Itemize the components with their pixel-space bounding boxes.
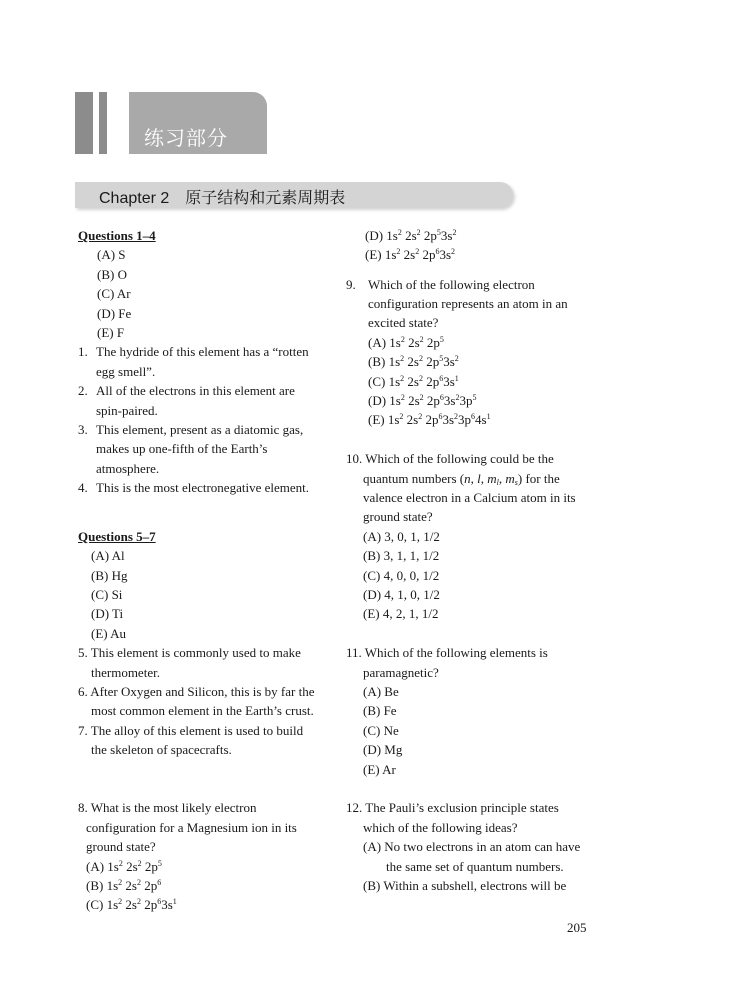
questions-1-4-heading: Questions 1–4 xyxy=(78,228,156,243)
right-column xyxy=(346,226,636,895)
left-column xyxy=(78,226,328,915)
choice-11-e: (E) Ar xyxy=(363,761,396,777)
page-number: 205 xyxy=(567,920,587,935)
question-text: egg smell”. xyxy=(96,363,156,379)
section-title: 练习部分 xyxy=(144,126,228,150)
choice-1-4-d: (D) Fe xyxy=(97,305,132,321)
question-8-line2: configuration for a Magnesium ion in its xyxy=(86,819,297,835)
choice-9-d: (D) $1s^2$ $2s^2$ $2p^63s^23p^5$ xyxy=(368,392,477,408)
choice-1-4-a: (A) S xyxy=(97,247,126,263)
question-8-line3: ground state? xyxy=(86,839,156,855)
question-8-line1: 8. What is the most likely electron xyxy=(78,800,257,816)
choice-1-4-b: (B) O xyxy=(97,266,127,282)
question-6-line1: 6. After Oxygen and Silicon, this is by far the xyxy=(78,684,315,700)
choice-8-d: (D) $1s^2$ $2s^2$ $2p^53s^2$ xyxy=(365,228,457,243)
choice-5-7-d: (D) Ti xyxy=(91,606,124,622)
question-text: Which of the following electron xyxy=(368,276,535,292)
question-text: excited state? xyxy=(368,315,439,331)
question-text: All of the electrons in this element are xyxy=(96,383,295,399)
section-accent-bar-wide xyxy=(75,92,93,154)
choice-8-e: (E) $1s^2$ $2s^2$ $2p^63s^2$ xyxy=(365,247,456,263)
choice-1-4-e: (E) F xyxy=(97,325,125,341)
question-5-line1: 5. This element is commonly used to make xyxy=(78,645,301,661)
chapter-header xyxy=(75,182,513,208)
choice-10-c: (C) 4, 0, 0, 1/2 xyxy=(363,567,440,583)
question-number: 3. xyxy=(78,422,88,438)
choice-10-a: (A) 3, 0, 1, 1/2 xyxy=(363,528,440,544)
choice-8-a: (A) $1s^2$ $2s^2$ $2p^5$ xyxy=(86,858,162,874)
question-2 xyxy=(78,381,328,420)
question-text: configuration represents an atom in an xyxy=(368,295,568,311)
chapter-title: Chapter 2 原子结构和元素周期表 xyxy=(99,190,346,207)
question-12-line1: 12. The Pauli’s exclusion principle states xyxy=(346,800,559,816)
choice-11-c: (C) Ne xyxy=(363,722,399,738)
question-5-line2: thermometer. xyxy=(91,664,160,680)
question-text: This is the most electronegative element. xyxy=(96,480,309,496)
choice-5-7-b: (B) Hg xyxy=(91,567,128,583)
question-7-line1: 7. The alloy of this element is used to build xyxy=(78,722,304,738)
question-10-line4: ground state? xyxy=(363,509,433,525)
question-9 xyxy=(346,275,636,430)
choice-12-b-line1: (B) Within a subshell, electrons will be xyxy=(363,878,567,894)
question-text: The hydride of this element has a “rotten xyxy=(96,344,309,360)
question-number: 1. xyxy=(78,344,88,360)
question-1 xyxy=(78,342,328,381)
question-text: spin-paired. xyxy=(96,402,158,418)
choice-10-b: (B) 3, 1, 1, 1/2 xyxy=(363,548,440,564)
question-number: 2. xyxy=(78,383,88,399)
choice-9-e: (E) $1s^2$ $2s^2$ $2p^63s^23p^64s^1$ xyxy=(368,412,491,428)
choice-11-b: (B) Fe xyxy=(363,703,397,719)
question-10-line2: quantum numbers (n, l, $m_l$, $m_s$) for the xyxy=(363,470,560,487)
question-10-line1: 10. Which of the following could be the xyxy=(346,451,554,467)
question-number: 4. xyxy=(78,480,88,496)
question-text: atmosphere. xyxy=(96,460,160,476)
choice-8-c: (C) $1s^2$ $2s^2$ $2p^63s^1$ xyxy=(86,897,177,913)
question-12-line2: which of the following ideas? xyxy=(363,819,518,835)
choice-9-b: (B) $1s^2$ $2s^2$ $2p^53s^2$ xyxy=(368,354,459,370)
section-banner xyxy=(129,92,267,154)
choice-9-a: (A) $1s^2$ $2s^2$ $2p^5$ xyxy=(368,334,444,350)
question-10-line3: valence electron in a Calcium atom in its xyxy=(363,489,576,505)
choice-5-7-a: (A) Al xyxy=(91,548,125,564)
question-4 xyxy=(78,478,328,497)
questions-5-7-heading: Questions 5–7 xyxy=(78,528,156,544)
choice-12-a-line2: the same set of quantum numbers. xyxy=(386,858,564,874)
choice-9-c: (C) $1s^2$ $2s^2$ $2p^63s^1$ xyxy=(368,373,459,389)
question-text: This element, present as a diatomic gas, xyxy=(96,422,304,438)
question-text: makes up one-fifth of the Earth’s xyxy=(96,441,268,457)
choice-5-7-c: (C) Si xyxy=(91,586,123,602)
choice-1-4-c: (C) Ar xyxy=(97,286,131,302)
question-3 xyxy=(78,420,328,478)
question-6-line2: most common element in the Earth’s crust. xyxy=(91,703,314,719)
question-11-line2: paramagnetic? xyxy=(363,664,439,680)
question-7-line2: the skeleton of spacecrafts. xyxy=(91,742,232,758)
choice-12-a-line1: (A) No two electrons in an atom can have xyxy=(363,839,581,855)
choice-11-d: (D) Mg xyxy=(363,742,403,758)
question-number: 9. xyxy=(346,276,356,292)
question-11-line1: 11. Which of the following elements is xyxy=(346,645,548,661)
choice-5-7-e: (E) Au xyxy=(91,625,127,641)
choice-10-d: (D) 4, 1, 0, 1/2 xyxy=(363,586,440,602)
choice-8-b: (B) $1s^2$ $2s^2$ $2p^6$ xyxy=(86,878,162,894)
choice-10-e: (E) 4, 2, 1, 1/2 xyxy=(363,606,439,622)
choice-11-a: (A) Be xyxy=(363,684,399,699)
section-accent-bar-narrow xyxy=(99,92,107,154)
